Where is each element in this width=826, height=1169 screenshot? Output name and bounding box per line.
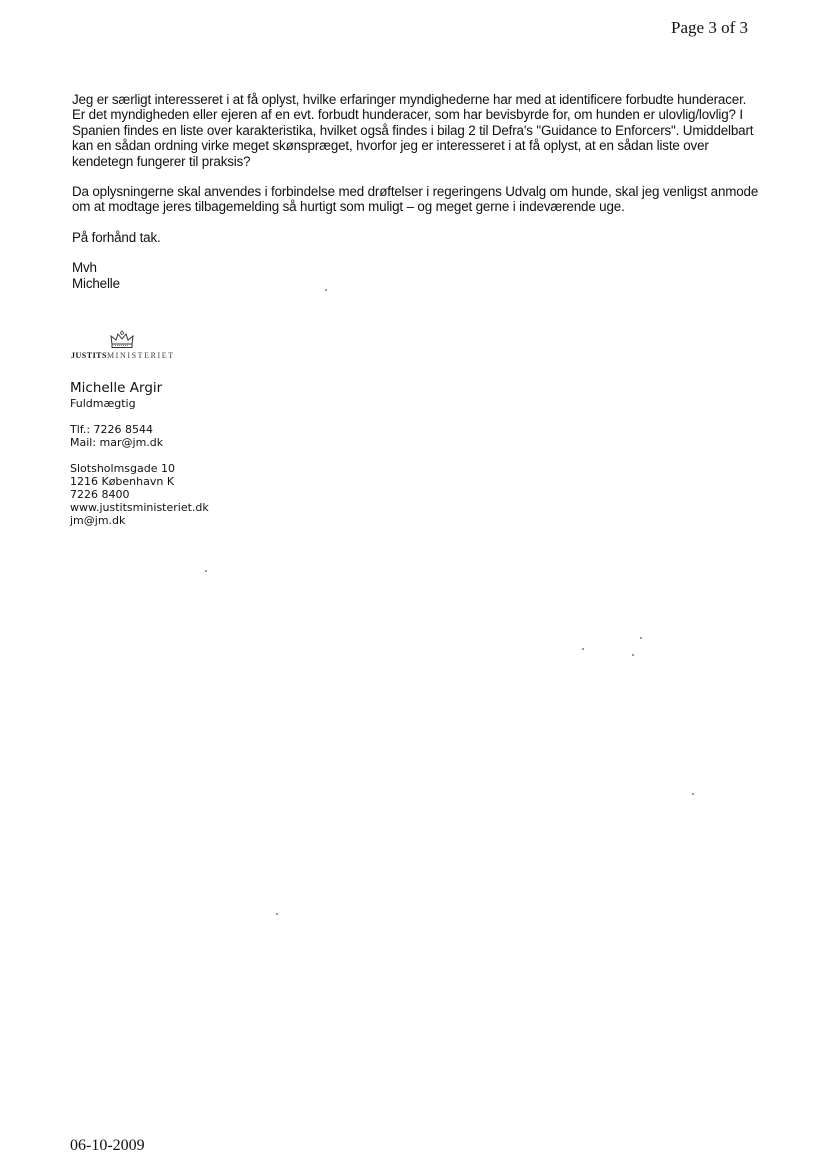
signature-name: Michelle Argir [70,380,163,396]
scan-speck [632,654,634,656]
sender-first-name: Michelle [72,275,120,291]
signature-phone: Tlf.: 7226 8544 [70,423,154,436]
closing-text: Mvh [72,260,97,276]
logo-wordmark [71,351,175,360]
footer-date: 06-10-2009 [70,1137,145,1154]
scan-speck [692,793,694,795]
paragraph-deadline: Da oplysningerne skal anvendes i forbindelse med drøftelser i regeringens Udvalg om hunde, skal jeg venligst anmode om at modtage jeres tilbagemelding så hurtigt som muligt – og meget gerne i indeværende uge. [72,184,759,215]
signature-title: Fuldmægtig [70,397,136,410]
scan-speck [582,648,584,650]
logo-text-bold: JUSTITS [71,351,107,360]
scan-speck [205,570,207,572]
address-street: Slotsholmsgade 10 [70,462,175,475]
signature-direct-contact [70,423,209,449]
scan-speck [276,913,278,915]
page-number: Page 3 of 3 [671,18,748,37]
ministry-logo [71,330,201,366]
address-city: 1216 København K [70,475,175,488]
signature-block [70,380,209,527]
ministry-phone: 7226 8400 [70,488,130,501]
scan-speck [325,289,327,291]
logo-text-light: MINISTERIET [106,351,175,360]
signature-mail: Mail: mar@jm.dk [70,436,164,449]
signature-address [70,462,209,527]
paragraph-request: Jeg er særligt interesseret i at få oplyst, hvilke erfaringer myndighederne har med at identificere forbudte hunderacer. Er det myndigheden eller ejeren af en evt. forbudt hunderacer, som har bevisbyrde for, om hunden er ulovlig/lovlig? I Spanien findes en liste over karakteristika, hvilket også findes i bilag 2 til Defra's "Guidance to Enforcers". Umiddelbart kan en sådan ordning virke meget skønspræget, hvorfor jeg er interesseret i at få oplyst, at en sådan liste over kendetegn fungerer til praksis? [72,92,754,169]
scan-speck [640,637,642,639]
paragraph-thanks: På forhånd tak. [72,229,161,245]
letter-body [72,92,762,306]
ministry-website: www.justitsministeriet.dk [70,501,209,514]
crown-icon [109,330,135,350]
ministry-email: jm@jm.dk [70,514,126,527]
sign-off [72,260,762,291]
